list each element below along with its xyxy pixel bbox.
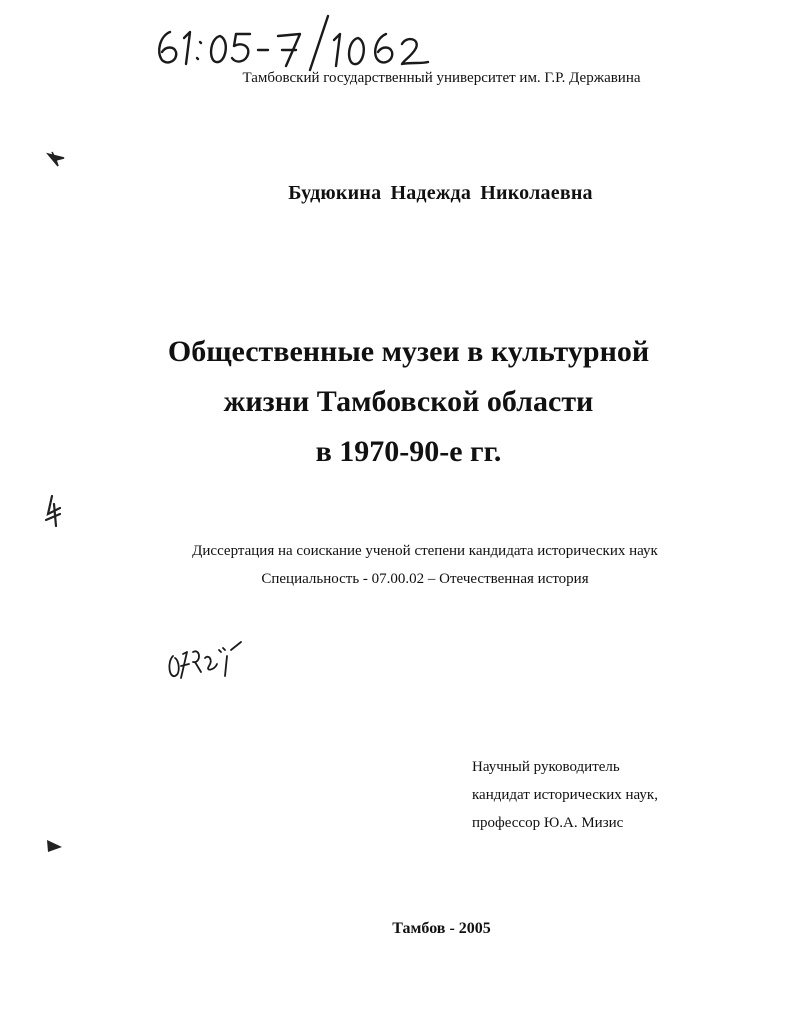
margin-mark-middle [40,494,66,528]
degree-line: Диссертация на соискание ученой степени кандидата исторических наук [192,543,658,559]
author-name: Будюкина Надежда Николаевна [288,182,593,204]
margin-mark-top [46,150,68,168]
scientific-supervisor [472,753,658,837]
dissertation-description [0,537,795,593]
handwritten-archive-code [150,10,450,72]
margin-mark-bottom [44,838,66,854]
title-line-1: Общественные музеи в культурной [167,335,650,368]
handwritten-code-drawing [150,10,450,72]
title-line-3: в 1970-90-е гг. [315,435,502,468]
handwritten-signature [165,638,245,683]
dissertation-title [0,327,795,477]
university-name: Тамбовский государственный университет им. Г.Р. Державина [242,70,641,86]
supervisor-degree: кандидат исторических наук, [472,787,658,803]
city-and-year: Тамбов - 2005 [392,920,491,937]
supervisor-name: профессор Ю.А. Мизис [472,815,624,831]
title-line-2: жизни Тамбовской области [223,385,594,418]
specialty-line: Специальность - 07.00.02 – Отечественная история [261,571,589,587]
supervisor-role: Научный руководитель [472,759,620,775]
